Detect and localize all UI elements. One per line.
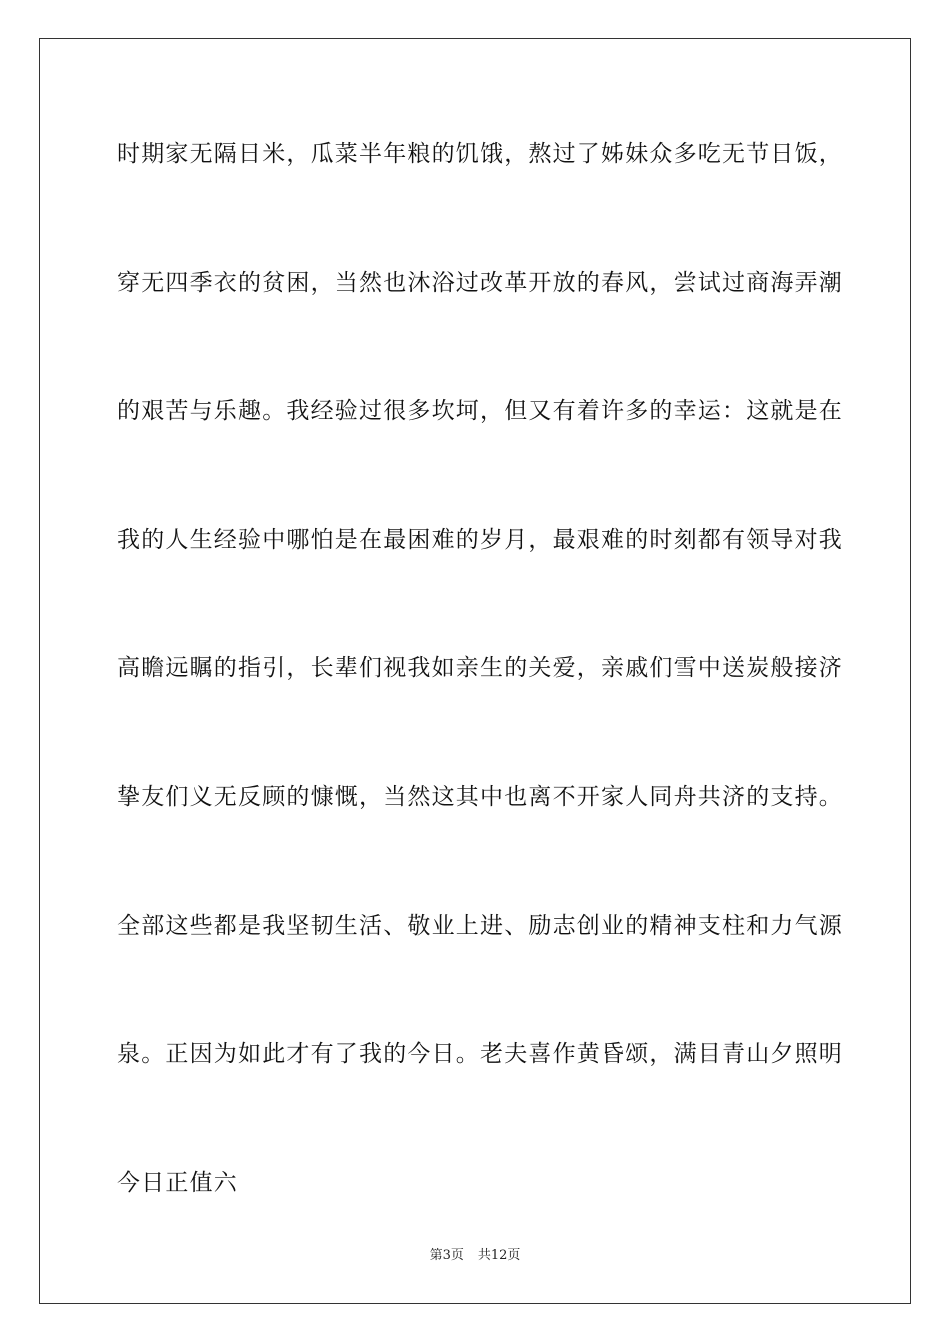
text-line-1: 时期家无隔日米，瓜菜半年粮的饥饿，熬过了姊妹众多吃无节日饭， bbox=[117, 141, 843, 167]
text-line-7: 全部这些都是我坚韧生活、敬业上进、励志创业的精神支柱和力气源 bbox=[117, 912, 843, 939]
text-line-6: 挚友们义无反顾的慷慨，当然这其中也离不开家人同舟共济的支持。 bbox=[117, 783, 843, 810]
text-line-8: 泉。正因为如此才有了我的今日。老夫喜作黄昏颂，满目青山夕照明 bbox=[117, 1041, 843, 1068]
text-line-4: 我的人生经验中哪怕是在最困难的岁月，最艰难的时刻都有领导对我 bbox=[117, 526, 843, 553]
page-footer bbox=[0, 1247, 950, 1265]
text-line-9: 今日正值六 bbox=[117, 1169, 238, 1196]
page-total: 共12页 bbox=[477, 1248, 521, 1263]
text-line-3: 的艰苦与乐趣。我经验过很多坎坷，但又有着许多的幸运：这就是在 bbox=[117, 398, 843, 425]
page-number: 第3页 bbox=[429, 1248, 464, 1263]
text-line-2: 穿无四季衣的贫困，当然也沐浴过改革开放的春风，尝试过商海弄潮 bbox=[117, 269, 843, 296]
document-body bbox=[117, 131, 843, 1288]
text-line-5: 高瞻远瞩的指引，长辈们视我如亲生的关爱，亲戚们雪中送炭般接济 bbox=[117, 655, 843, 682]
